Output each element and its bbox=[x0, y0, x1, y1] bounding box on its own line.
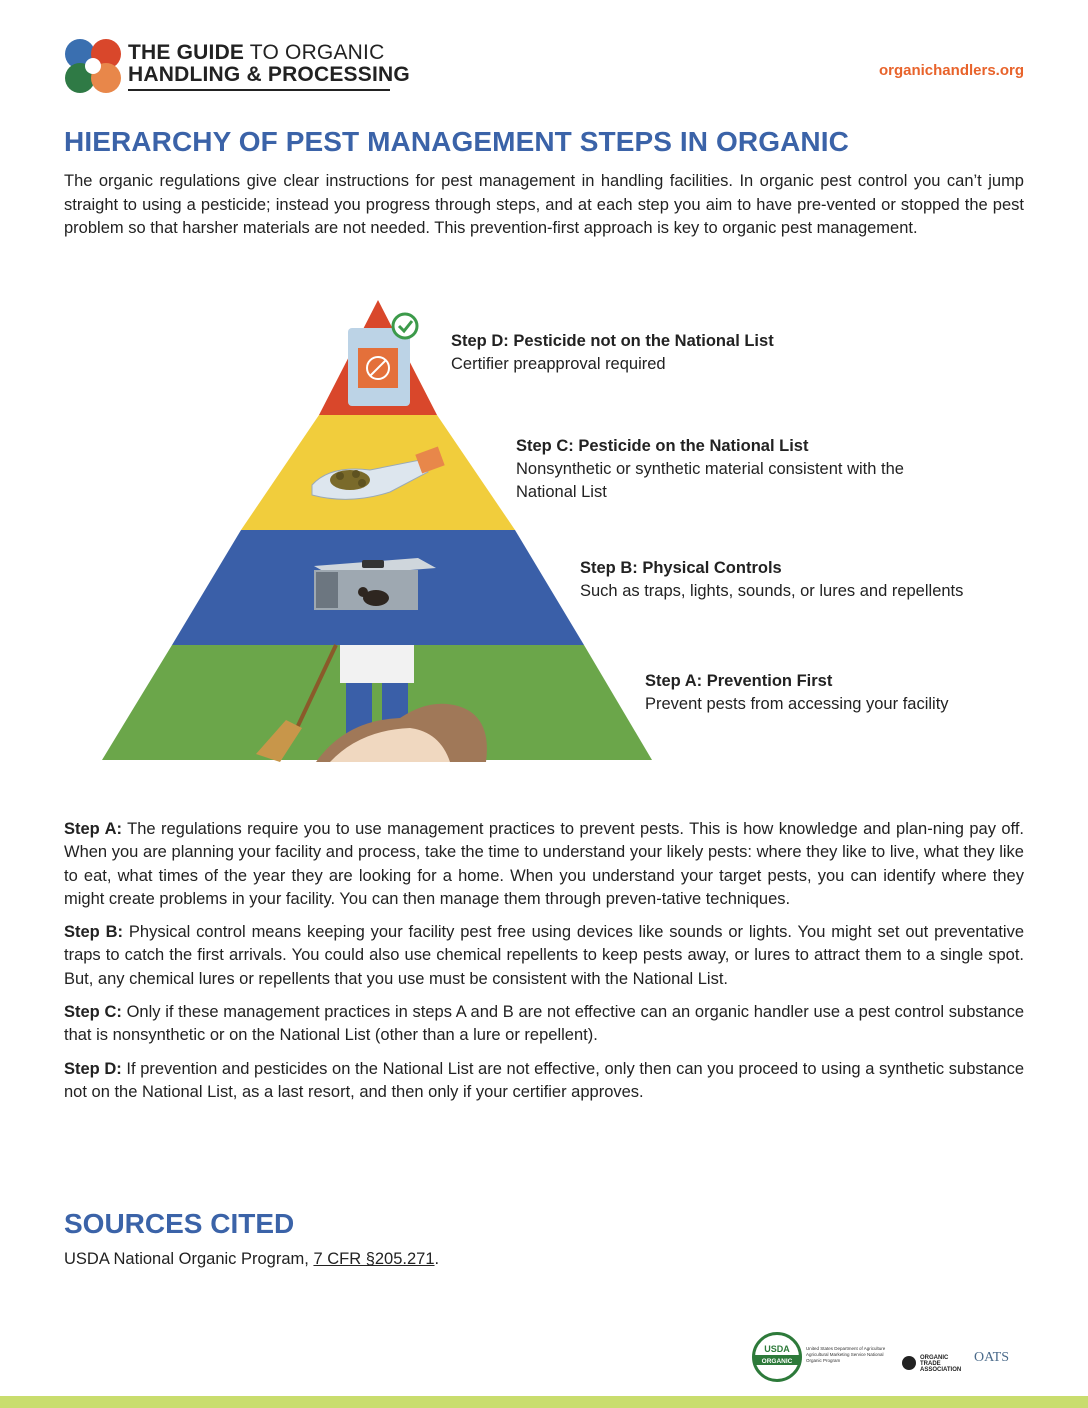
detail-step-b: Step B: Physical control means keeping your facility pest free using devices like sounds or lights. You might set out preventative traps to catch the first arrivals. You could also use chemical repellents to keep pests away, or lures to attract them to a single spot. But, any chemical lures or repellents that you use must be consistent with the National List. bbox=[64, 923, 1025, 988]
footer-bar bbox=[0, 1396, 1088, 1408]
puzzle-logo-icon bbox=[64, 38, 124, 96]
detail-step-a: Step A: The regulations require you to use management practices to prevent pests. This is how knowledge and plan-ning pay off. When you are planning your facility and process, take the time to understand your likely pests: where they like to live, what they like to eat, what times of the year they are looking for a home. When you understand your target pests, you can identify where they might create problems in your facility. You can then manage them through preven-tative techniques. bbox=[64, 820, 1025, 908]
logo-subtitle: HANDLING & PROCESSING bbox=[128, 63, 410, 86]
ota-logo-icon bbox=[902, 1356, 916, 1370]
step-c-desc: Nonsynthetic or synthetic material consistent with the National List bbox=[516, 460, 904, 501]
usda-text: United States Department of Agriculture Agricultural Marketing Service National Organic Program bbox=[806, 1346, 886, 1363]
ota-text: ORGANIC TRADE ASSOCIATION bbox=[920, 1355, 962, 1373]
detail-step-c: Step C: Only if these management practices in steps A and B are not effective can an organic handler use a pest control substance that is nonsynthetic or on the National List (other than a lure or repellent). bbox=[64, 1003, 1025, 1045]
step-c-label bbox=[516, 435, 966, 504]
step-b-heading: Step B: Physical Controls bbox=[580, 559, 782, 577]
logo-title bbox=[128, 42, 410, 86]
step-a-heading: Step A: Prevention First bbox=[645, 672, 833, 690]
oats-logo: OATS bbox=[974, 1350, 1010, 1365]
step-d-desc: Certifier preapproval required bbox=[451, 355, 666, 373]
sources-heading: SOURCES CITED bbox=[64, 1208, 295, 1239]
step-details bbox=[64, 818, 1024, 1114]
logo-divider bbox=[128, 89, 390, 91]
step-b-desc: Such as traps, lights, sounds, or lures and repellents bbox=[580, 582, 964, 600]
svg-text:USDA: USDA bbox=[764, 1344, 790, 1354]
step-b-label bbox=[580, 557, 963, 603]
svg-text:ORGANIC: ORGANIC bbox=[761, 1358, 793, 1365]
site-link[interactable]: organichandlers.org bbox=[878, 62, 1024, 79]
usda-organic-seal bbox=[752, 1332, 802, 1382]
page-title: HIERARCHY OF PEST MANAGEMENT STEPS IN ORGANIC bbox=[64, 126, 849, 157]
intro-paragraph: The organic regulations give clear instructions for pest management in handling facilities. In organic pest control you can’t jump straight to using a pesticide; instead you progress through steps, and at each step you aim to have pre-vented or stopped the pest problem so that harsher materials are not needed. This prevention-first approach is key to organic pest management. bbox=[64, 172, 1024, 237]
citation: USDA National Organic Program, 7 CFR §205.271. bbox=[64, 1250, 440, 1268]
detail-step-d: Step D: If prevention and pesticides on the National List are not effective, only then can you proceed to using a synthetic substance not on the National List, as a last resort, and then only if your certifier approves. bbox=[64, 1059, 1024, 1101]
step-a-label bbox=[645, 670, 949, 716]
step-a-desc: Prevent pests from accessing your facility bbox=[645, 695, 949, 713]
step-d-label bbox=[451, 330, 774, 376]
step-c-heading: Step C: Pesticide on the National List bbox=[516, 437, 809, 455]
logo-title-rest: TO ORGANIC bbox=[244, 41, 385, 64]
cfr-link[interactable]: 7 CFR §205.271 bbox=[313, 1250, 435, 1268]
step-d-heading: Step D: Pesticide not on the National List bbox=[451, 332, 774, 350]
mouse-trap-icon bbox=[314, 558, 436, 610]
logo-title-bold: THE GUIDE bbox=[128, 41, 245, 64]
